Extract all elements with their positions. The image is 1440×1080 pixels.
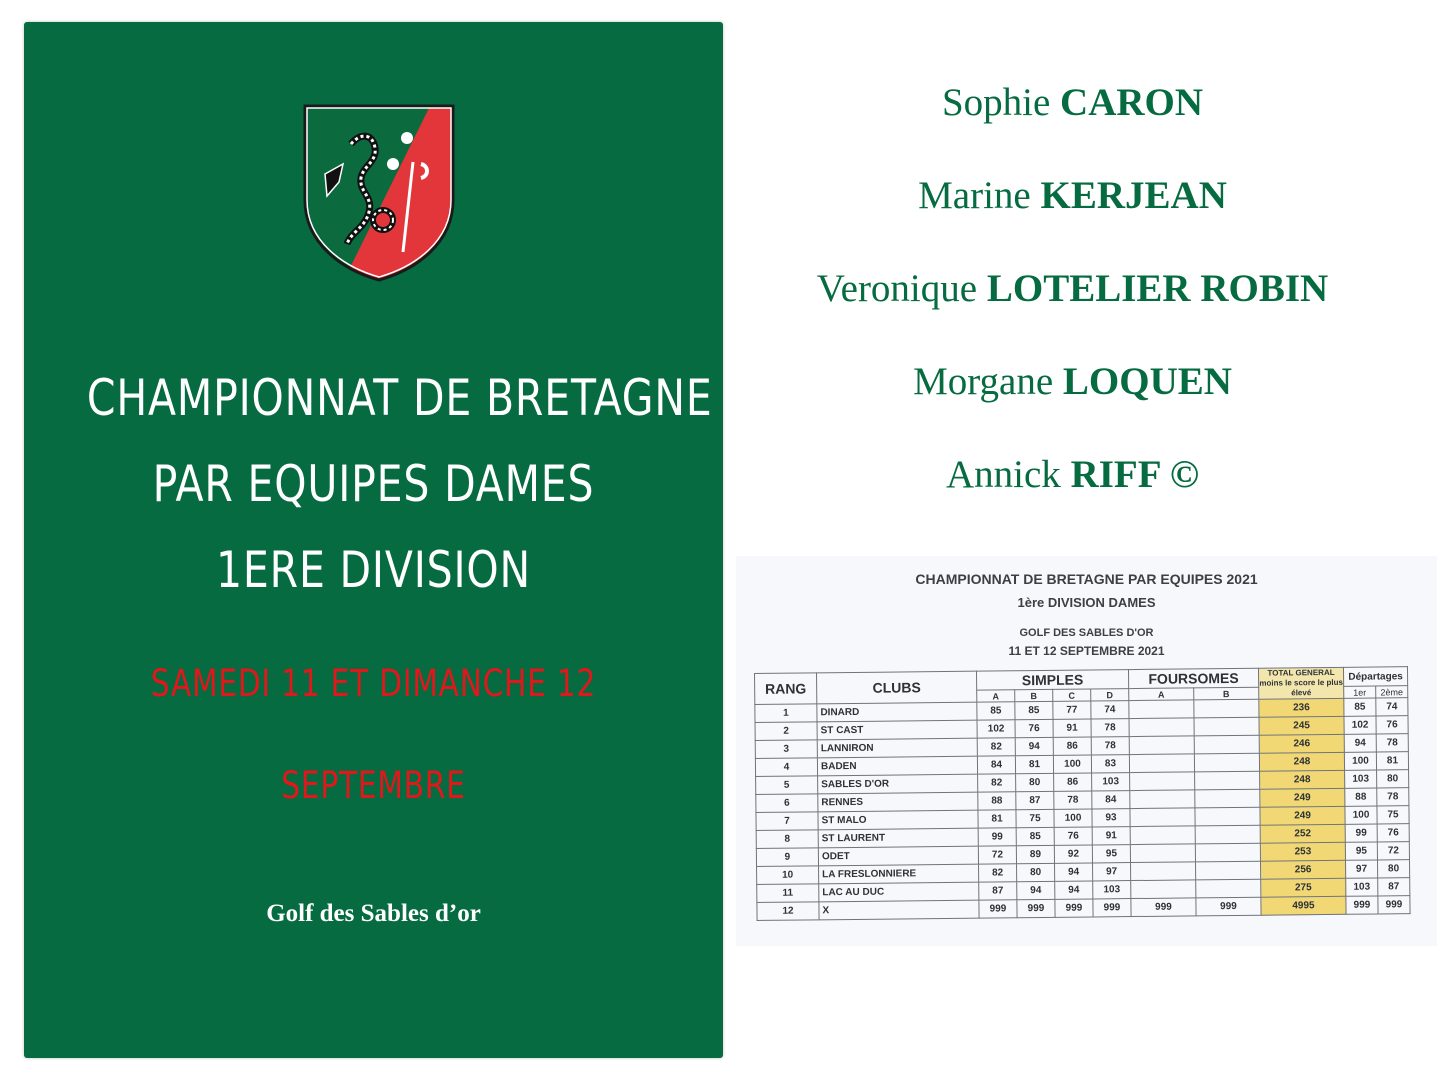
cell-d1: 999 <box>1346 896 1378 914</box>
cell-d1: 85 <box>1344 698 1376 716</box>
cell-d2: 75 <box>1377 806 1409 824</box>
cell-fa <box>1130 790 1195 809</box>
cell-c: 86 <box>1054 773 1092 791</box>
cell-club: LANNIRON <box>817 738 977 758</box>
cell-a: 102 <box>977 720 1015 738</box>
cell-a: 81 <box>978 810 1016 828</box>
cell-d2: 87 <box>1378 878 1410 896</box>
player-first-name: Marine <box>918 174 1031 217</box>
cell-fb <box>1195 807 1260 826</box>
cell-d2: 76 <box>1377 824 1409 842</box>
player-name <box>745 452 1400 497</box>
player-last-name: RIFF © <box>1070 453 1199 496</box>
cell-d: 103 <box>1092 773 1130 791</box>
cell-club: ODET <box>818 846 978 866</box>
cell-total: 275 <box>1261 878 1346 897</box>
header-departage-2: 2ème <box>1376 686 1408 698</box>
cell-d1: 100 <box>1344 752 1376 770</box>
cell-b: 80 <box>1016 773 1054 791</box>
cell-fa <box>1129 736 1194 755</box>
cell-d: 84 <box>1092 791 1130 809</box>
cell-fb <box>1195 771 1260 790</box>
cell-rang: 10 <box>757 866 819 885</box>
cell-fa <box>1129 754 1194 773</box>
cell-d1: 95 <box>1345 842 1377 860</box>
cell-d2: 74 <box>1376 698 1408 716</box>
cell-rang: 5 <box>756 776 818 795</box>
cell-c: 100 <box>1053 755 1091 773</box>
header-foursome-a: A <box>1129 688 1194 700</box>
cell-total: 248 <box>1260 770 1345 789</box>
cell-rang: 3 <box>755 740 817 759</box>
cell-c: 100 <box>1054 809 1092 827</box>
cell-rang: 11 <box>757 884 819 903</box>
cell-c: 78 <box>1054 791 1092 809</box>
cell-d: 74 <box>1091 701 1129 719</box>
cell-rang: 6 <box>756 794 818 813</box>
cell-a: 72 <box>978 846 1016 864</box>
cell-rang: 2 <box>755 722 817 741</box>
event-date-line-2: SEPTEMBRE <box>281 764 466 807</box>
sheet-subtitle: 1ère DIVISION DAMES <box>1017 595 1156 610</box>
cell-fa <box>1129 700 1194 719</box>
cell-d2: 76 <box>1376 716 1408 734</box>
cell-fa: 999 <box>1131 898 1196 917</box>
cell-rang: 9 <box>756 848 818 867</box>
cell-total: 249 <box>1260 788 1345 807</box>
cell-d: 91 <box>1092 827 1130 845</box>
cell-total: 245 <box>1259 716 1344 735</box>
player-name <box>745 359 1400 404</box>
cell-a: 999 <box>979 900 1017 918</box>
header-simples: SIMPLES <box>976 670 1128 691</box>
cell-fb <box>1196 861 1261 880</box>
cell-total: 252 <box>1260 824 1345 843</box>
cell-a: 88 <box>978 792 1016 810</box>
cell-b: 85 <box>1015 701 1053 719</box>
cell-rang: 8 <box>756 830 818 849</box>
cell-club: BADEN <box>817 756 977 776</box>
title-line-3: 1ERE DIVISION <box>216 541 531 599</box>
cell-d: 93 <box>1092 809 1130 827</box>
cell-a: 99 <box>978 828 1016 846</box>
cell-club: DINARD <box>817 702 977 722</box>
cell-d: 95 <box>1092 845 1130 863</box>
cell-b: 94 <box>1015 737 1053 755</box>
cell-d: 103 <box>1093 881 1131 899</box>
cell-b: 75 <box>1016 809 1054 827</box>
cell-rang: 4 <box>755 758 817 777</box>
cell-c: 94 <box>1055 881 1093 899</box>
cell-a: 82 <box>977 738 1015 756</box>
player-last-name: CARON <box>1060 81 1204 124</box>
cell-d1: 103 <box>1345 770 1377 788</box>
player-first-name: Annick <box>946 453 1061 496</box>
club-crest-logo <box>303 104 455 282</box>
cell-b: 80 <box>1017 863 1055 881</box>
cell-fb: 999 <box>1196 897 1261 916</box>
cell-fb <box>1194 717 1259 736</box>
header-simple-c: C <box>1053 689 1091 701</box>
sheet-dates: 11 ET 12 SEPTEMBRE 2021 <box>1008 644 1165 658</box>
cell-d: 83 <box>1091 755 1129 773</box>
cell-d2: 80 <box>1377 860 1409 878</box>
cell-d1: 103 <box>1346 878 1378 896</box>
header-departages: Départages <box>1343 667 1407 687</box>
cell-fb <box>1194 699 1259 718</box>
player-first-name: Morgane <box>913 360 1054 403</box>
cell-c: 91 <box>1053 719 1091 737</box>
player-first-name: Sophie <box>941 81 1051 124</box>
header-foursome-b: B <box>1194 687 1259 699</box>
cell-club: LAC AU DUC <box>819 882 979 902</box>
cell-d2: 78 <box>1377 788 1409 806</box>
cell-d: 78 <box>1091 719 1129 737</box>
event-venue: Golf des Sables d’or <box>266 900 481 927</box>
header-foursomes: FOURSOMES <box>1128 668 1258 689</box>
cell-a: 84 <box>977 756 1015 774</box>
cell-d: 78 <box>1091 737 1129 755</box>
cell-fb <box>1195 843 1260 862</box>
cell-rang: 1 <box>755 704 817 723</box>
cell-fa <box>1130 826 1195 845</box>
header-simple-a: A <box>977 690 1015 702</box>
cell-b: 85 <box>1016 827 1054 845</box>
header-simple-b: B <box>1015 690 1053 702</box>
cell-club: ST MALO <box>818 810 978 830</box>
cell-b: 81 <box>1015 755 1053 773</box>
cell-d1: 94 <box>1344 734 1376 752</box>
cell-total: 246 <box>1259 734 1344 753</box>
header-simple-d: D <box>1091 689 1129 701</box>
cell-d2: 78 <box>1376 734 1408 752</box>
cell-club: RENNES <box>818 792 978 812</box>
cell-b: 76 <box>1015 719 1053 737</box>
cell-club: ST LAURENT <box>818 828 978 848</box>
header-rang: RANG <box>755 673 817 705</box>
cell-d2: 999 <box>1378 896 1410 914</box>
cell-club: LA FRESLONNIERE <box>819 864 979 884</box>
cell-a: 82 <box>978 774 1016 792</box>
player-last-name: LOTELIER ROBIN <box>986 267 1329 310</box>
player-name <box>745 80 1400 125</box>
title-line-2: PAR EQUIPES DAMES <box>152 455 595 513</box>
cell-total: 253 <box>1260 842 1345 861</box>
cell-club: ST CAST <box>817 720 977 740</box>
cell-fa <box>1131 862 1196 881</box>
header-total: TOTAL GENERAL moins le score le plus élevé <box>1259 667 1343 698</box>
event-poster-panel <box>24 22 723 1058</box>
cell-fb <box>1195 789 1260 808</box>
cell-c: 86 <box>1053 737 1091 755</box>
cell-fa <box>1129 718 1194 737</box>
cell-total: 4995 <box>1261 896 1346 915</box>
cell-d2: 80 <box>1377 770 1409 788</box>
player-name <box>745 266 1400 311</box>
cell-total: 248 <box>1259 752 1344 771</box>
sheet-title: CHAMPIONNAT DE BRETAGNE PAR EQUIPES 2021 <box>915 571 1258 587</box>
cell-b: 94 <box>1017 881 1055 899</box>
cell-a: 85 <box>977 702 1015 720</box>
player-last-name: LOQUEN <box>1062 360 1232 403</box>
cell-c: 94 <box>1055 863 1093 881</box>
cell-d2: 81 <box>1376 752 1408 770</box>
cell-d1: 100 <box>1345 806 1377 824</box>
cell-fa <box>1131 880 1196 899</box>
cell-c: 77 <box>1053 701 1091 719</box>
cell-d1: 88 <box>1345 788 1377 806</box>
cell-d: 999 <box>1093 899 1131 917</box>
cell-fb <box>1194 735 1259 754</box>
player-first-name: Veronique <box>816 267 978 310</box>
cell-club: SABLES D'OR <box>818 774 978 794</box>
cell-fb <box>1196 879 1261 898</box>
player-last-name: KERJEAN <box>1040 174 1227 217</box>
results-table <box>754 666 1411 921</box>
cell-c: 999 <box>1055 899 1093 917</box>
cell-rang: 7 <box>756 812 818 831</box>
cell-d: 97 <box>1093 863 1131 881</box>
cell-b: 999 <box>1017 899 1055 917</box>
cell-c: 76 <box>1054 827 1092 845</box>
cell-total: 256 <box>1260 860 1345 879</box>
results-sheet-photo <box>736 556 1437 946</box>
cell-fa <box>1130 808 1195 827</box>
cell-club: X <box>819 900 979 920</box>
header-departage-1: 1er <box>1344 686 1376 698</box>
cell-rang: 12 <box>757 902 819 921</box>
event-title <box>86 355 713 613</box>
cell-fa <box>1130 772 1195 791</box>
cell-total: 236 <box>1259 698 1344 717</box>
results-table-body <box>755 698 1410 921</box>
cell-a: 87 <box>979 882 1017 900</box>
cell-fa <box>1130 844 1195 863</box>
cell-c: 92 <box>1054 845 1092 863</box>
cell-d1: 99 <box>1345 824 1377 842</box>
cell-d1: 102 <box>1344 716 1376 734</box>
cell-b: 89 <box>1016 845 1054 863</box>
cell-b: 87 <box>1016 791 1054 809</box>
sheet-venue: GOLF DES SABLES D'OR <box>1019 627 1154 639</box>
cell-d2: 72 <box>1377 842 1409 860</box>
header-clubs: CLUBS <box>817 671 977 704</box>
event-date-line-1: SAMEDI 11 ET DIMANCHE 12 <box>150 662 597 705</box>
title-line-1: CHAMPIONNAT DE BRETAGNE <box>86 369 713 427</box>
cell-fb <box>1194 753 1259 772</box>
cell-fb <box>1195 825 1260 844</box>
cell-total: 249 <box>1260 806 1345 825</box>
player-name <box>745 173 1400 218</box>
cell-d1: 97 <box>1345 860 1377 878</box>
cell-a: 82 <box>979 864 1017 882</box>
